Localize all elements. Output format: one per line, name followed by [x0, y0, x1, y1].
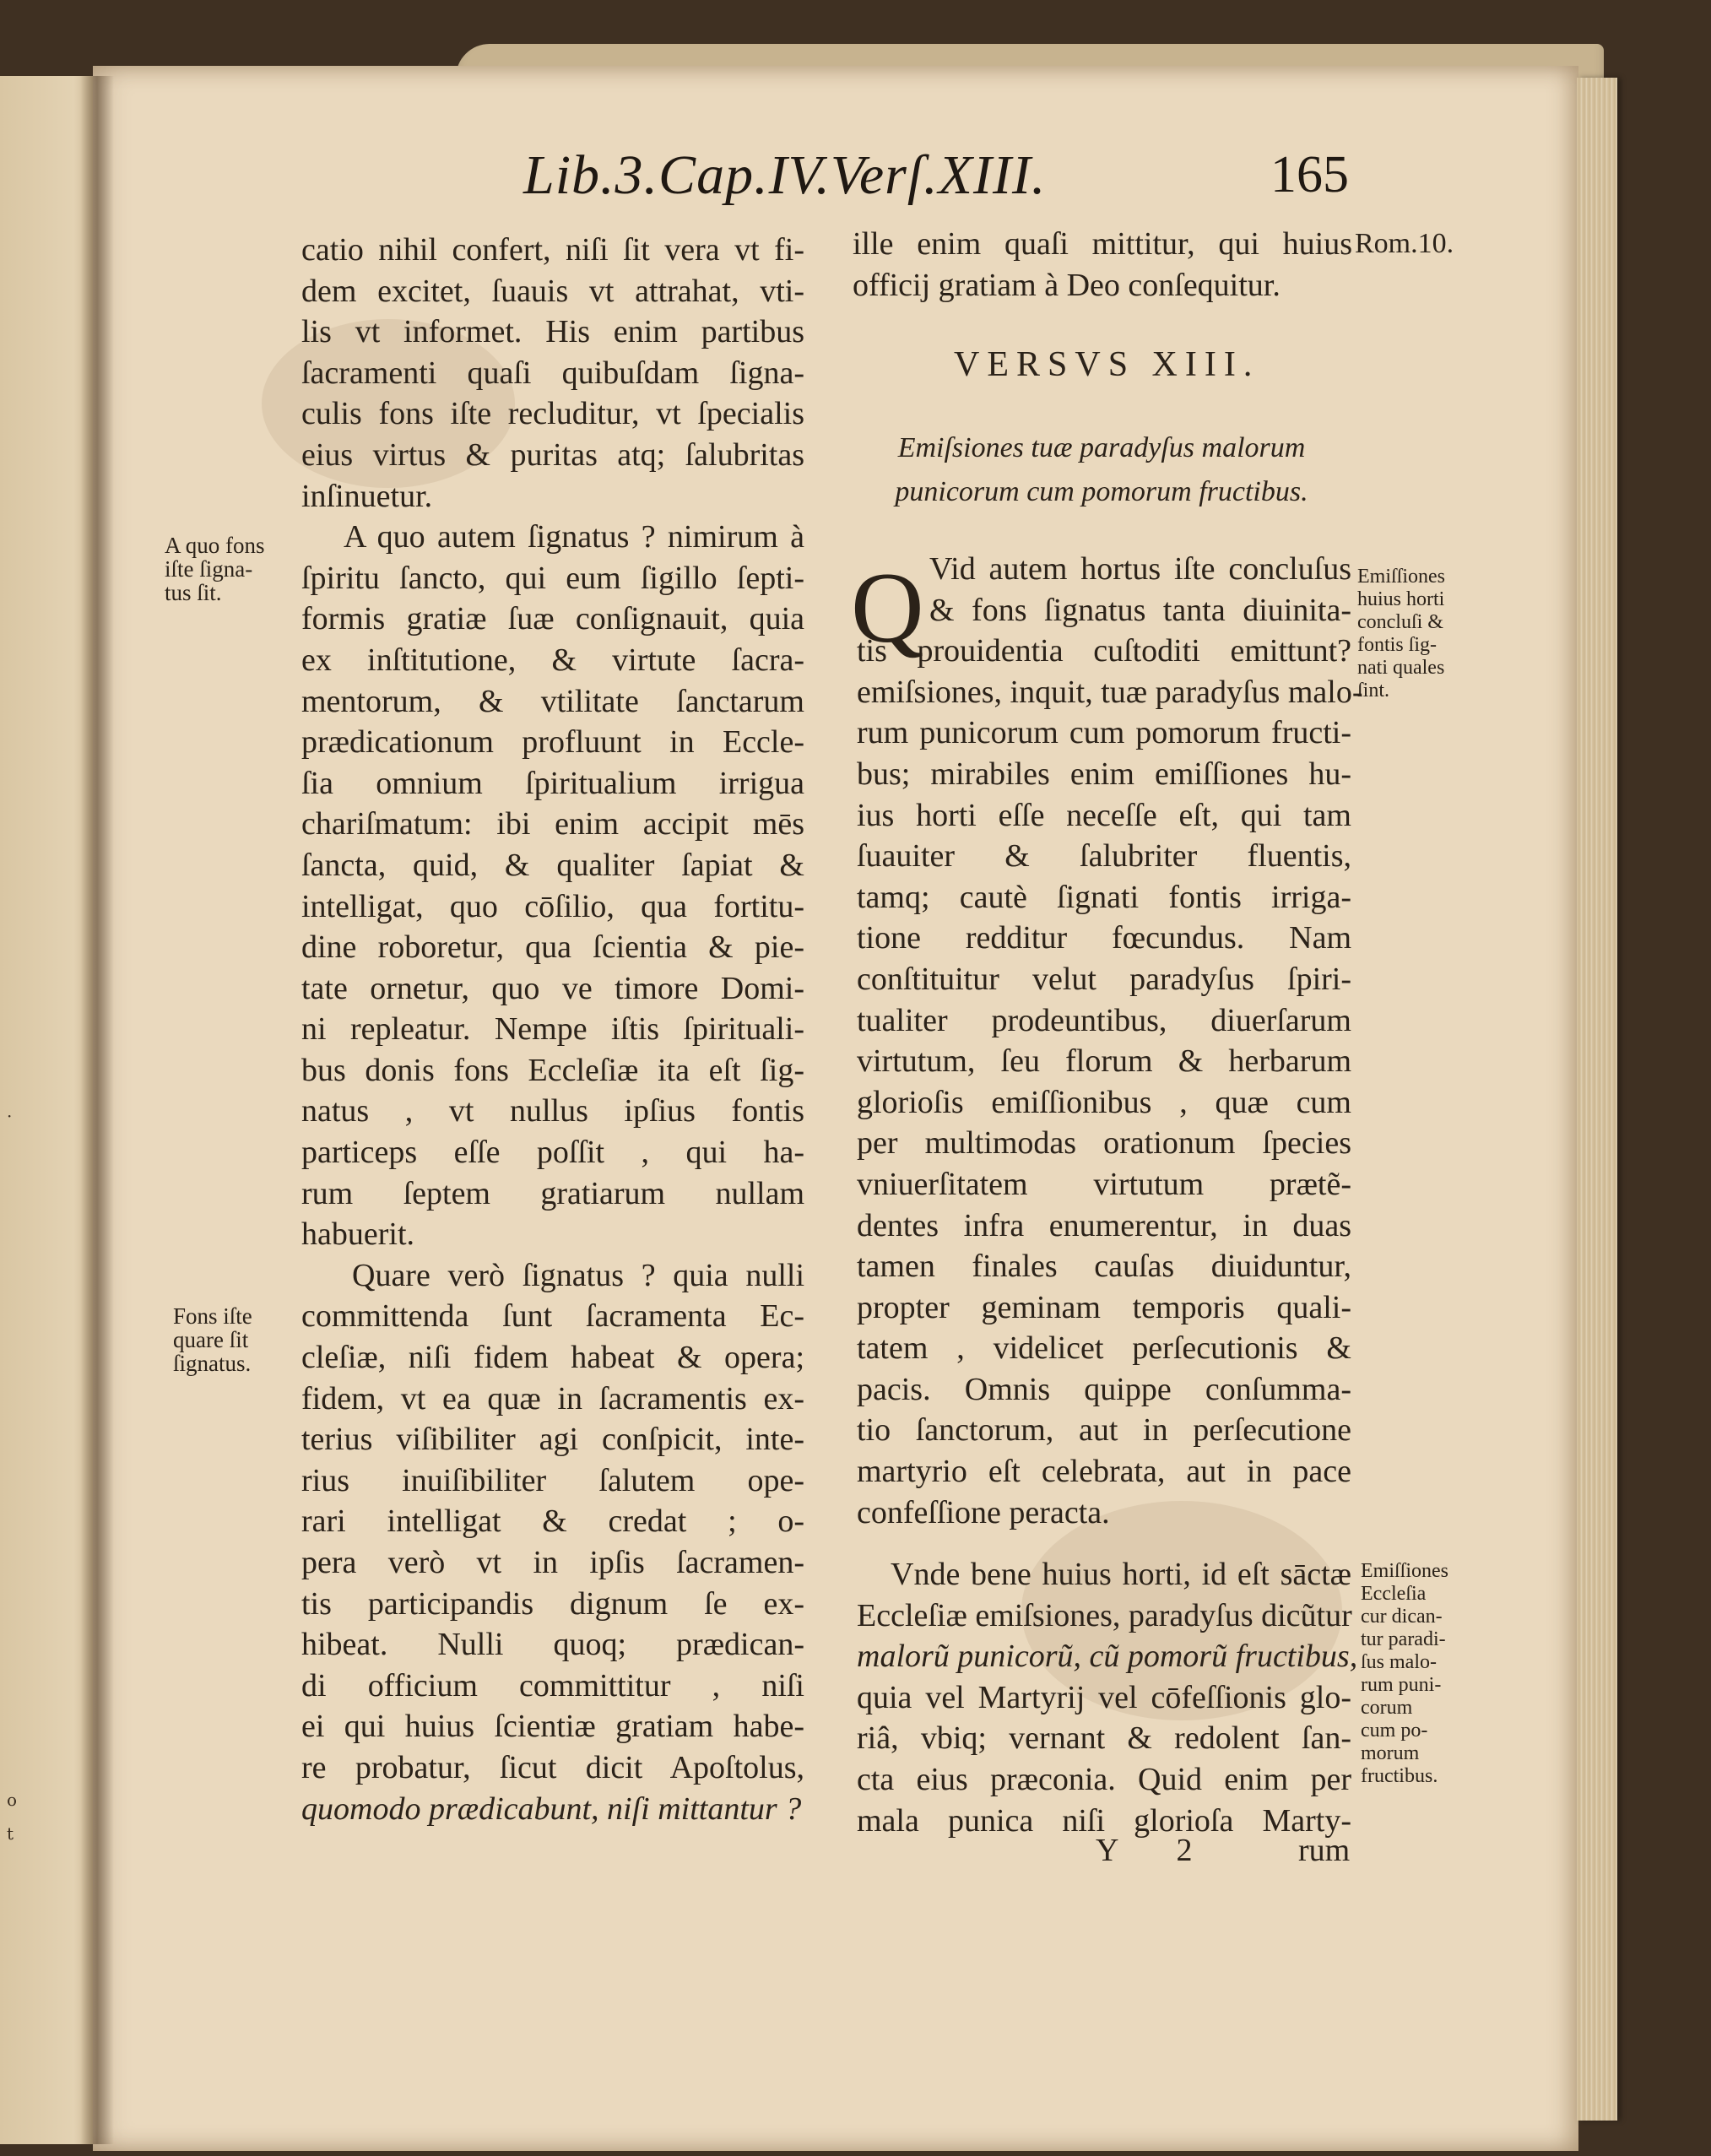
text-line: habuerit. [301, 1216, 415, 1253]
text-line: ex inſtitutione, & virtute ſacra- [301, 642, 804, 678]
text-line: inſinuetur. [301, 478, 433, 514]
text-line: tione redditur fœcundus. Nam [857, 920, 1351, 956]
text-line: particeps eſſe poſſit , qui ha- [301, 1135, 804, 1171]
text-line: Vid autem hortus iſte concluſus [929, 551, 1351, 587]
text-line: tatem , videlicet perſecutionis & [857, 1330, 1351, 1367]
text-line: committenda ſunt ſacramenta Ec- [301, 1298, 804, 1335]
text-line: ille enim quaſi mittitur, qui huius [853, 226, 1352, 262]
drop-cap: Q [851, 551, 924, 664]
text-line: bus donis fons Eccleſiæ ita eſt ſig- [301, 1052, 804, 1088]
marginal-line: tur paradi- [1361, 1628, 1446, 1650]
text-line: mentorum, & vtilitate ſanctarum [301, 683, 804, 719]
text-line: bus; mirabiles enim emiſſiones hu- [857, 756, 1351, 792]
text-line: tate ornetur, quo ve timore Domi- [301, 970, 804, 1006]
text-line: catio nihil confert, niſi ſit vera vt fi- [301, 232, 804, 268]
text-line: fidem, vt ea quæ in ſacramentis ex- [301, 1380, 804, 1417]
text-line: tis participandis dignum ſe ex- [301, 1585, 804, 1622]
marginal-line: Emiſſiones [1357, 566, 1445, 588]
text-line: & fons ſignatus tanta diuinita- [929, 592, 1351, 628]
text-line: prædicationum profluunt in Eccle- [301, 724, 804, 761]
text-line: conſtituitur velut paradyſus ſpiri- [857, 961, 1351, 997]
marginal-line: fructibus. [1361, 1765, 1438, 1787]
text-line: A quo autem ſignatus ? nimirum à [344, 519, 804, 555]
text-line: ei qui huius ſcientiæ gratiam habe- [301, 1709, 804, 1745]
text-line: re probatur, ſicut dicit Apoſtolus, [301, 1749, 804, 1785]
text-line: culis fons iſte recluditur, vt ſpecialis [301, 396, 804, 432]
text-line: hibeat. Nulli quoq; prædican- [301, 1627, 804, 1663]
text-line: tamq; cautè ſignati fontis irriga- [857, 879, 1351, 915]
text-line: tio ſanctorum, aut in perſecutione [857, 1412, 1351, 1449]
marginal-line: ſint. [1357, 680, 1390, 702]
text-line: dentes infra enumerentur, in duas [857, 1207, 1351, 1243]
marginal-line: Eccleſia [1361, 1583, 1427, 1605]
right-column-top-text [853, 224, 1352, 306]
text-line: natus , vt nullus ipſius fontis [301, 1093, 804, 1129]
verse-line: punicorum cum pomorum fructibus. [895, 476, 1308, 507]
signature-mark: Y 2 [1096, 1833, 1218, 1868]
running-head: Lib.3.Cap.IV.Verſ.XIII. [523, 144, 1047, 206]
marginal-line: Emiſſiones [1361, 1560, 1448, 1582]
text-line: ſancta, quid, & qualiter ſapiat & [301, 847, 804, 883]
text-line: ſacramenti quaſi quibuſdam ſigna- [301, 355, 804, 391]
marginal-line: rum puni- [1361, 1674, 1442, 1696]
marginal-line: fontis ſig- [1357, 634, 1437, 656]
text-line: ius horti eſſe neceſſe eſt, qui tam [857, 797, 1351, 833]
text-line: cta eius præconia. Quid enim per [857, 1761, 1351, 1797]
section-heading: VERSVS XIII. [954, 345, 1260, 384]
text-line: rum punicorum cum pomorum fructi- [857, 715, 1351, 751]
marginal-line: corum [1361, 1697, 1413, 1719]
text-line: virtutum, ſeu florum & herbarum [857, 1043, 1351, 1080]
text-line: Vnde bene huius horti, id eſt sāctæ [891, 1557, 1351, 1592]
text-line: Quare verò ſignatus ? quia nulli [352, 1257, 804, 1293]
facing-page-fragment: · o t [0, 76, 106, 2144]
catchword: rum [1298, 1833, 1351, 1868]
right-column-main-text [857, 549, 1363, 1533]
text-line: ni repleatur. Nempe iſtis ſpirituali- [301, 1011, 804, 1048]
page-edges [1577, 78, 1617, 2121]
text-line: ſuauiter & ſalubriter fluentis, [857, 838, 1351, 875]
marginal-line: concluſi & [1357, 611, 1443, 633]
text-line: martyrio eſt celebrata, aut in pace [857, 1454, 1351, 1490]
text-line: officij gratiam à Deo conſequitur. [853, 267, 1281, 303]
text-line: pera verò vt in ipſis ſacramen- [301, 1545, 804, 1580]
marginal-line: tus ſit. [165, 580, 222, 605]
book-gutter [80, 76, 114, 2144]
marginal-line: huius horti [1357, 588, 1445, 610]
text-line: tualiter prodeuntibus, diuerſarum [857, 1002, 1351, 1038]
text-line: rum ſeptem gratiarum nullam [301, 1175, 804, 1211]
text-line: chariſmatum: ibi enim accipit mēs [301, 806, 804, 842]
page-number: 165 [1270, 146, 1349, 203]
marginal-note-right [1357, 566, 1484, 702]
text-line: rius inuiſibiliter ſalutem ope- [301, 1462, 804, 1498]
marginal-line: ſignatus. [173, 1351, 252, 1376]
text-line: mala punica niſi glorioſa Marty- [857, 1802, 1351, 1839]
marginal-line: nati quales [1357, 657, 1445, 679]
text-line: ſia omnium ſpiritualium irrigua [301, 765, 804, 801]
cross-reference: Rom.10. [1355, 228, 1454, 259]
text-line: ſpiritu ſancto, qui eum ſigillo ſepti- [301, 560, 804, 596]
left-column-text [301, 230, 804, 1829]
marginal-line: Fons iſte [173, 1303, 252, 1329]
text-line: terius viſibiliter agi conſpicit, inte- [301, 1422, 804, 1458]
text-line: riâ, vbiq; vernant & redolent ſan- [857, 1720, 1351, 1757]
text-line: per multimodas orationum ſpecies [857, 1125, 1351, 1162]
text-line: propter geminam temporis quali- [857, 1289, 1351, 1325]
text-line: confeſſione peracta. [857, 1494, 1110, 1530]
marginal-note-left [165, 534, 291, 604]
text-line: dine roboretur, qua ſcientia & pie- [301, 929, 804, 966]
verse-line: Emiſsiones tuæ paradyſus malorum [897, 432, 1306, 463]
marginal-line: A quo fons [165, 533, 265, 558]
text-line: Eccleſiæ emiſsiones, paradyſus dicũtur [857, 1597, 1352, 1633]
marginal-line: iſte ſigna- [165, 556, 253, 582]
text-line: glorioſis emiſſionibus , quæ cum [857, 1084, 1351, 1120]
text-line: intelligat, quo cōſilio, qua fortitu- [301, 888, 804, 924]
text-line: vniuerſitatem virtutum prætẽ- [857, 1166, 1351, 1202]
marginal-line: quare ſit [173, 1327, 249, 1352]
text-line: lis vt informet. His enim partibus [301, 314, 804, 350]
marginal-note-left [173, 1304, 300, 1375]
text-line: tamen finales cauſas diuiduntur, [857, 1249, 1351, 1285]
verse-quotation [853, 426, 1351, 514]
text-line: eius virtus & puritas atq; ſalubritas [301, 436, 804, 473]
marginal-line: cur dican- [1361, 1606, 1443, 1628]
text-line: quia vel Martyrij vel cōfeſſionis glo- [857, 1679, 1351, 1715]
text-line: formis gratiæ ſuæ conſignauit, quia [301, 601, 804, 637]
marginal-line: ſus malo- [1361, 1651, 1437, 1673]
text-line: tis prouidentia cuſtoditi emittunt? [857, 633, 1351, 669]
text-line: cleſiæ, niſi fidem habeat & opera; [301, 1340, 804, 1376]
text-line: malorũ punicorũ, cũ pomorũ fructibus, [857, 1639, 1358, 1675]
text-line: di officium committitur , niſi [301, 1667, 804, 1704]
text-line: dem excitet, ſuauis vt attrahat, vti- [301, 273, 804, 309]
text-line: emiſsiones, inquit, tuæ paradyſus malo- [857, 674, 1363, 710]
marginal-line: cum po- [1361, 1720, 1428, 1742]
marginal-note-right [1361, 1560, 1487, 1788]
right-column-lower-text [857, 1554, 1358, 1841]
text-line: quomodo prædicabunt, niſi mittantur ? [301, 1790, 802, 1827]
marginal-line: morum [1361, 1742, 1420, 1764]
text-line: rari intelligat & credat ; o- [301, 1503, 804, 1540]
text-line: pacis. Omnis quippe conſumma- [857, 1371, 1351, 1407]
